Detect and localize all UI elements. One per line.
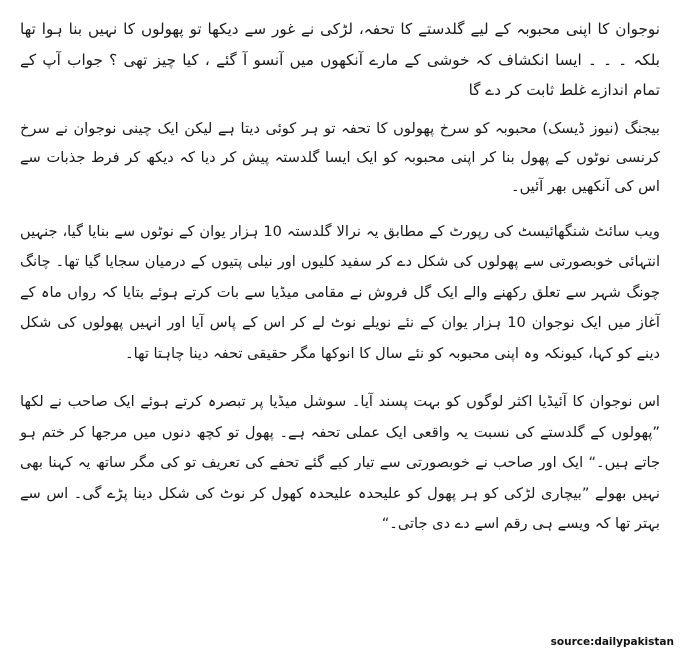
body-paragraph-reactions: اس نوجوان کا آئیڈیا اکثر لوگوں کو بہت پسند آیا۔ سوشل میڈیا پر تبصرہ کرتے ہوئے ایک صاحب نے لکھا ”پھولوں کے گلدستے کی نسبت یہ واقعی ایک عملی تحفہ ہے۔ پھول تو کچھ دنوں میں مرجھا کر ختم ہو جاتے ہیں۔“ ایک اور صاحب نے خوبصورتی سے تیار کیے گئے تحفے کی تعریف تو کی مگر ساتھ یہ کہنا بھی نہیں بھولے ”بیچاری لڑکی کو ہر پھول کو علیحدہ علیحدہ کھول کر نوٹ کی شکل دینا پڑے گی۔ اس سے بہتر تھا کہ ویسے ہی رقم اسے دے دی جاتی۔“ (20, 393, 660, 532)
headline-paragraph: نوجوان کا اپنی محبوبہ کے لیے گلدستے کا تحفہ، لڑکی نے غور سے دیکھا تو پھولوں کا نہیں بنا ہوا تھا بلکہ ۔ ۔ ۔ ایسا انکشاف کہ خوشی کے مارے آنکھوں میں آنسو آ گئے ، کیا چیز تھی ؟ جواب آپ کے تمام اندازے غلط ثابت کر دے گا (20, 20, 660, 99)
body-paragraph-report: ویب سائٹ شنگھائیسٹ کی رپورٹ کے مطابق یہ نرالا گلدستہ 10 ہزار یوان کے نوٹوں سے بنایا گیا، جنہیں انتہائی خوبصورتی سے پھولوں کی شکل دے کر سفید کلیوں اور نیلی پتیوں کے درمیان سجایا گیا تھا۔ چانگ چونگ شہر سے تعلق رکھنے والے ایک گل فروش نے مقامی میڈیا سے بات کرتے ہوئے بتایا کہ رواں ماہ کے آغاز میں ایک نوجوان 10 ہزار یوان کے نئے نویلے نوٹ لے کر اس کے پاس آیا اور انہیں پھولوں کی شکل دینے کو کہا، کیونکہ وہ اپنی محبوبہ کو نئے سال کا انوکھا مگر حقیقی تحفہ دینا چاہتا تھا۔ (20, 222, 660, 362)
source-credit: source:dailypakistan (550, 636, 674, 648)
intro-paragraph: بیجنگ (نیوز ڈیسک) محبوبہ کو سرخ پھولوں کا تحفہ تو ہر کوئی دیتا ہے لیکن ایک چینی نوجوان نے سرخ کرنسی نوٹوں کے پھول بنا کر اپنی محبوبہ کو ایک ایسا گلدستہ پیش کر دیا کہ دیکھ کر فرط جذبات سے اس کی آنکھیں بھر آئیں۔ (20, 119, 660, 195)
